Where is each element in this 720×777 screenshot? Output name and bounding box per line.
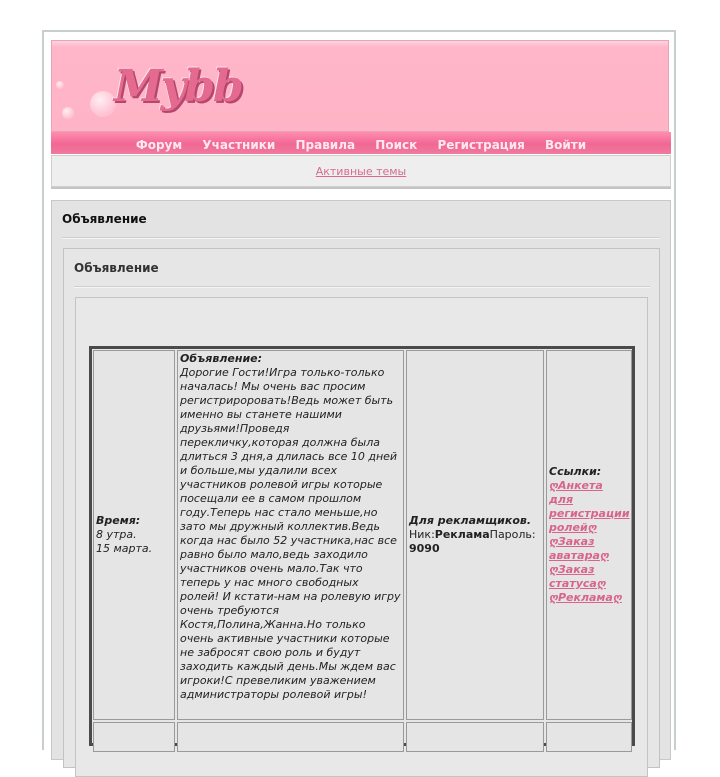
divider bbox=[62, 237, 660, 239]
nick-label: Ник: bbox=[409, 528, 435, 541]
link-avatar-order[interactable]: ღЗаказ аватараღ bbox=[549, 535, 609, 562]
announcement-inner-title: Объявление bbox=[74, 261, 159, 275]
nav-rules[interactable]: Правила bbox=[295, 138, 356, 152]
announcement-block bbox=[51, 200, 671, 760]
notice-text: Дорогие Гости!Игра только-только началась! Мы очень вас просим регистрироровать!Ведь может быть именно вы станете нашими друзьями!Проведя перекличку,которая должна была длиться 3 дня,а длилась все 10 дней и больше,мы удалили всех участников ролевой игры которые посещали ее в самом прошлом году.Теперь нас стало меньше,но зато мы дружный коллектив.Ведь когда нас было 52 участника,нас все равно было мало,ведь заходило участников очень мало.Так что теперь у нас много свободных ролей! И кстати-нам на ролевую игру очень требуются Костя,Полина,Жанна.Но только очень активные участники которые не забросят свою роль и будут заходить каждый день.Мы ждем вас игроки!С превеликим уважением администраторы ролевой игры! bbox=[180, 366, 401, 701]
link-registration-form[interactable]: ღАнкета для регистрации ролейღ bbox=[549, 479, 630, 534]
links-cell-bottom bbox=[546, 722, 632, 752]
time-cell bbox=[93, 350, 175, 720]
main-navbar bbox=[51, 132, 671, 154]
time-line-2: 15 марта. bbox=[96, 542, 153, 555]
notice-cell-bottom bbox=[177, 722, 404, 752]
nav-search[interactable]: Поиск bbox=[375, 138, 418, 152]
pass-label: Пароль: bbox=[489, 528, 536, 541]
ads-cell bbox=[406, 350, 544, 720]
bubble-decoration bbox=[62, 107, 74, 119]
link-status-order[interactable]: ღЗаказ статусаღ bbox=[549, 563, 606, 590]
forum-container bbox=[42, 30, 676, 750]
announcement-table bbox=[89, 346, 635, 746]
active-topics-link[interactable]: Активные темы bbox=[315, 165, 407, 178]
announcement-content bbox=[75, 297, 648, 777]
time-cell-bottom bbox=[93, 722, 175, 752]
time-label: Время: bbox=[96, 514, 141, 527]
sub-navbar bbox=[51, 155, 671, 187]
nick-value: Реклама bbox=[434, 528, 490, 541]
ads-label: Для рекламщиков. bbox=[409, 514, 532, 527]
notice-label: Объявление: bbox=[180, 352, 263, 365]
site-logo[interactable]: Mybb bbox=[114, 61, 242, 112]
ads-cell-bottom bbox=[406, 722, 544, 752]
bubble-decoration bbox=[90, 91, 116, 117]
announcement-inner-block bbox=[63, 248, 660, 768]
divider bbox=[51, 187, 671, 189]
nav-register[interactable]: Регистрация bbox=[437, 138, 525, 152]
announcement-outer-title: Объявление bbox=[62, 212, 147, 226]
divider bbox=[74, 286, 650, 288]
notice-cell bbox=[177, 350, 404, 720]
nav-forum[interactable]: Форум bbox=[135, 138, 183, 152]
pass-value: 9090 bbox=[409, 542, 440, 555]
header-banner bbox=[51, 40, 669, 132]
link-advertising[interactable]: ღРекламаღ bbox=[549, 591, 622, 604]
nav-login[interactable]: Войти bbox=[545, 138, 587, 152]
links-cell bbox=[546, 350, 632, 720]
links-label: Ссылки: bbox=[549, 465, 602, 478]
nav-members[interactable]: Участники bbox=[202, 138, 276, 152]
bubble-decoration bbox=[56, 81, 64, 89]
time-line-1: 8 утра. bbox=[96, 528, 137, 541]
